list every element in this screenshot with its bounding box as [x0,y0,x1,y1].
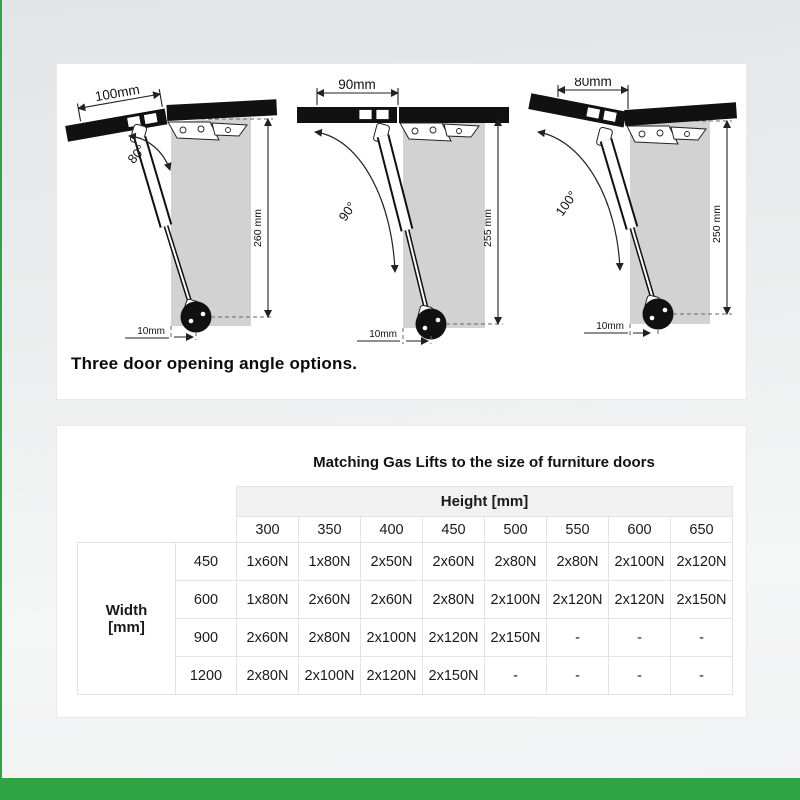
gas-lift-cell: 2x50N [361,543,423,581]
table-row [78,543,733,581]
door-width-label: 90mm [337,78,376,92]
cabinet-top-panel [399,107,509,123]
left-accent-bar [0,0,2,800]
column-header: 450 [423,517,485,543]
row-header: 900 [176,619,237,657]
gas-lift-cell: - [547,619,609,657]
door-width-label: 100mm [93,81,141,105]
gas-lift-cell: 2x120N [609,581,671,619]
column-header: 650 [671,517,733,543]
column-header: 350 [299,517,361,543]
offset-label: 10mm [368,329,397,340]
ball-socket-mount [181,302,212,333]
row-header: 600 [176,581,237,619]
gas-lift-cell: - [485,657,547,695]
gas-lift-cell: 1x80N [237,581,299,619]
dimension-tick [77,104,80,122]
gas-lift-cell: - [547,657,609,695]
gas-lift-cell: 2x60N [237,619,299,657]
column-header: 400 [361,517,423,543]
cabinet-top-panel [166,99,277,121]
ball-socket-mount [415,309,446,340]
gas-lift-cell: - [671,657,733,695]
gas-lift-cell: - [609,657,671,695]
column-header: 550 [547,517,609,543]
offset-label: 10mm [137,326,165,337]
row-header: 1200 [176,657,237,695]
column-header: 500 [485,517,547,543]
opening-angle-label: 80° [124,141,149,167]
door-assembly [65,78,167,142]
height-label: 260 mm [252,209,264,247]
hinge-plate [143,112,158,124]
diagram-card [56,63,747,400]
diagram-caption: Three door opening angle options. [71,354,358,373]
column-header: 600 [609,517,671,543]
gas-lift-cell: - [671,619,733,657]
door-assembly [297,78,398,123]
gas-lift-cell: 2x120N [547,581,609,619]
ball-socket-mount [643,299,674,330]
width-group-header: Width [mm] [78,543,176,695]
cabinet-side-panel [171,117,251,326]
height-label: 250 mm [711,205,723,243]
height-group-header: Height [mm] [237,487,733,517]
cabinet-side-panel [630,119,710,324]
table-row [78,619,733,657]
row-header: 450 [176,543,237,581]
column-header: 300 [237,517,299,543]
height-label: 255 mm [481,209,494,247]
gas-lift-cell: 2x60N [423,543,485,581]
gas-lift-cell: 2x80N [547,543,609,581]
opening-angle-label: 100° [552,188,581,219]
door-panel [528,93,626,127]
diagram-panels [57,64,746,346]
gas-lift-cell: 2x80N [485,543,547,581]
door-angle-diagram-80 [65,78,279,346]
gas-lift-cell: 2x100N [609,543,671,581]
gas-lift-cell: 2x120N [671,543,733,581]
gas-lift-cell: 2x100N [361,619,423,657]
cabinet-side-panel [403,117,485,328]
hinge-bracket [627,126,678,144]
gas-lift-cell: 1x80N [299,543,361,581]
gas-lift-cell: 2x150N [671,581,733,619]
door-width-label: 80mm [574,78,612,89]
gas-lift-cell: 2x80N [237,657,299,695]
opening-angle-label: 90° [335,199,359,224]
gas-lift-cell: 2x60N [361,581,423,619]
bottom-accent-bar [0,778,800,800]
gas-lift-cell: 2x100N [299,657,361,695]
dimension-tick [159,89,162,107]
gas-lift-cell: 2x150N [423,657,485,695]
offset-label: 10mm [596,321,624,332]
gas-lift-cell: - [609,619,671,657]
gas-lift-cell: 2x120N [423,619,485,657]
table-row [78,581,733,619]
hinge-plate [586,107,601,119]
table-card [56,425,747,718]
gas-lift-cell: 2x80N [299,619,361,657]
hinge-plate [603,110,618,122]
gas-lift-table [77,486,733,695]
gas-lift-cell: 2x100N [485,581,547,619]
door-assembly [528,93,626,127]
hinge-plate [376,110,389,120]
gas-lift-cell: 2x120N [361,657,423,695]
door-angle-diagram-90 [295,78,509,346]
door-angle-diagram-100 [524,78,738,346]
gas-lift-cell: 2x150N [485,619,547,657]
table-title: Matching Gas Lifts to the size of furniture doors [313,454,655,471]
hinge-plate [359,110,372,120]
gas-lift-cell: 2x80N [423,581,485,619]
table-row [78,657,733,695]
gas-lift-cell: 1x60N [237,543,299,581]
gas-lift-cell: 2x60N [299,581,361,619]
